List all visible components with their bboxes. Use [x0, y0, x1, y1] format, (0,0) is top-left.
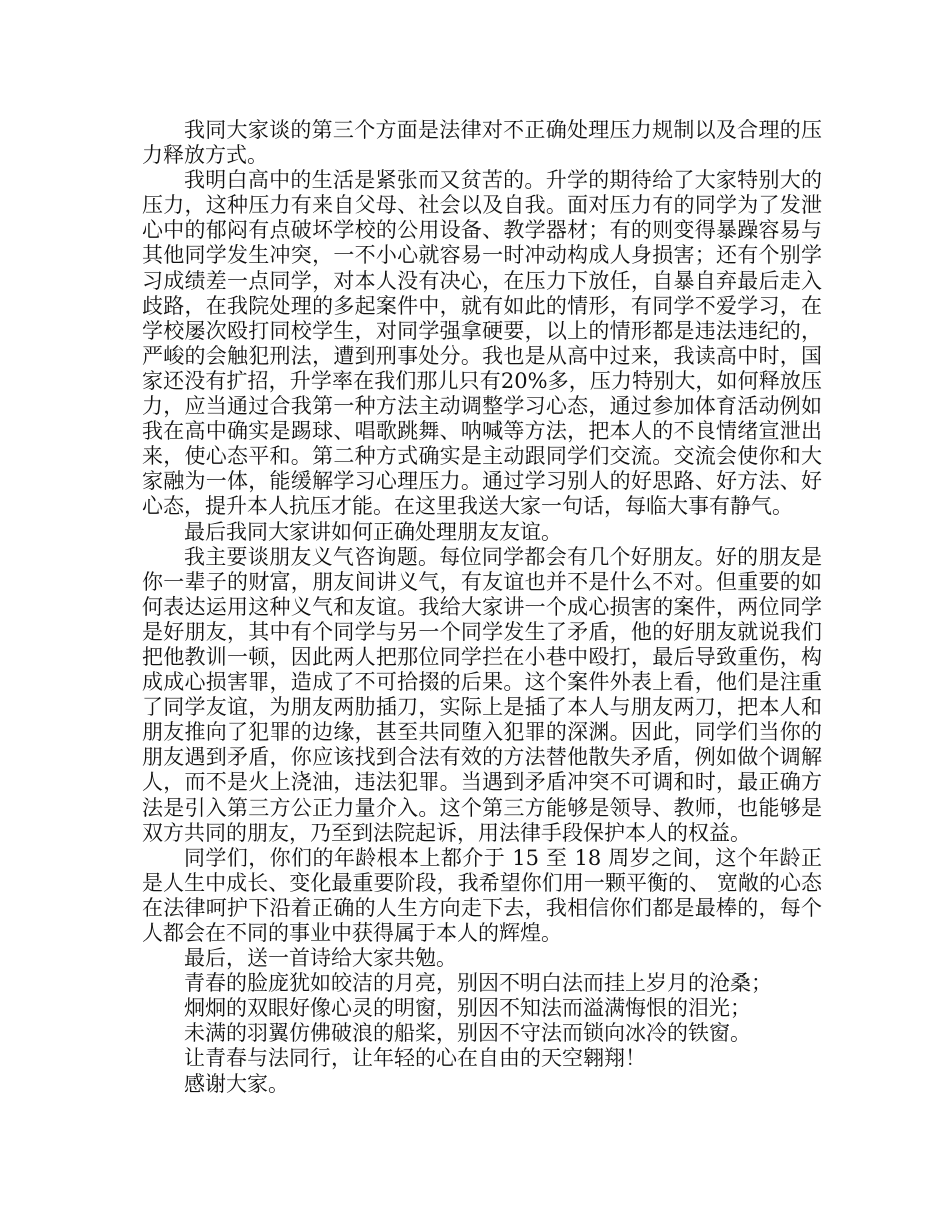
paragraph-friendship-intro: 最后我同大家讲如何正确处理朋友友谊。	[184, 519, 562, 544]
poem-line: 未满的羽翼仿佛破浪的船桨，别因不守法而锁向冰冷的铁窗。	[184, 1021, 751, 1046]
poem-line: 青春的脸庞犹如皎洁的月亮，别因不明白法而挂上岁月的沧桑；	[184, 971, 772, 996]
paragraph-friendship: 我主要谈朋友义气咨询题。每位同学都会有几个好朋友。好的朋友是你一辈子的财富，朋友间讲义气，有友谊也并不是什么不对。但重要的如何表达运用这种义气和友谊。我给大家讲一个成心损害的案件，两位同学是好朋友，其中有个同学与另一个同学发生了矛盾，他的好朋友就说我们把他教训一顿，因此两人把那位同学拦在小巷中殴打，最后导致重伤，构成成心损害罪，造成了不可拾掇的后果。这个案件外表上看，他们是注重了同学友谊，为朋友两肋插刀，实际上是插了本人与朋友两刀，把本人和朋友推向了犯罪的边缘，甚至共同堕入犯罪的深渊。因此，同学们当你的朋友遇到矛盾，你应该找到合法有效的方法替他散失矛盾，例如做个调解人，而不是火上浇油，违法犯罪。当遇到矛盾冲突不可调和时，最正确方法是引入第三方公正力量介入。这个第三方能够是领导、教师，也能够是双方共同的朋友，乃至到法院起诉，用法律手段保护本人的权益。	[142, 544, 822, 845]
paragraph-age: 同学们，你们的年龄根本上都介于 15 至 18 周岁之间，这个年龄正是人生中成长、变化最重要阶段，我希望你们用一颗平衡的、 宽敞的心态在法律呵护下沿着正确的人生方向走下去，我相信你们都是最棒的，每个人都会在不同的事业中获得属于本人的辉煌。	[142, 845, 822, 945]
thanks-line: 感谢大家。	[184, 1071, 289, 1096]
poem-line: 炯炯的双眼好像心灵的明窗，别因不知法而溢满悔恨的泪光；	[184, 996, 751, 1021]
closing-line: 让青春与法同行，让年轻的心在自由的天空翱翔！	[184, 1046, 646, 1071]
paragraph-poem-intro: 最后，送一首诗给大家共勉。	[184, 946, 457, 971]
document-page	[142, 118, 822, 1097]
paragraph-pressure: 我明白高中的生活是紧张而又贫苦的。升学的期待给了大家特别大的压力，这种压力有来自父母、社会以及自我。面对压力有的同学为了发泄心中的郁闷有点破坏学校的公用设备、教学器材；有的则变得暴躁容易与其他同学发生冲突，一不小心就容易一时冲动构成人身损害；还有个别学习成绩差一点同学，对本人没有决心，在压力下放任，自暴自弃最后走入歧路，在我院处理的多起案件中，就有如此的情形，有同学不爱学习，在学校屡次殴打同校学生，对同学强拿硬要，以上的情形都是违法违纪的，严峻的会触犯刑法，遭到刑事处分。我也是从高中过来，我读高中时，国家还没有扩招，升学率在我们那儿只有20%多，压力特别大，如何释放压力，应当通过合我第一种方法主动调整学习心态，通过参加体育活动例如我在高中确实是踢球、唱歌跳舞、呐喊等方法，把本人的不良情绪宣泄出来，使心态平和。第二种方式确实是主动跟同学们交流。交流会使你和大家融为一体，能缓解学习心理压力。通过学习别人的好思路、好方法、好心态，提升本人抗压才能。在这里我送大家一句话，每临大事有静气。	[142, 168, 822, 519]
paragraph-intro: 我同大家谈的第三个方面是法律对不正确处理压力规制以及合理的压力释放方式。	[142, 118, 822, 168]
